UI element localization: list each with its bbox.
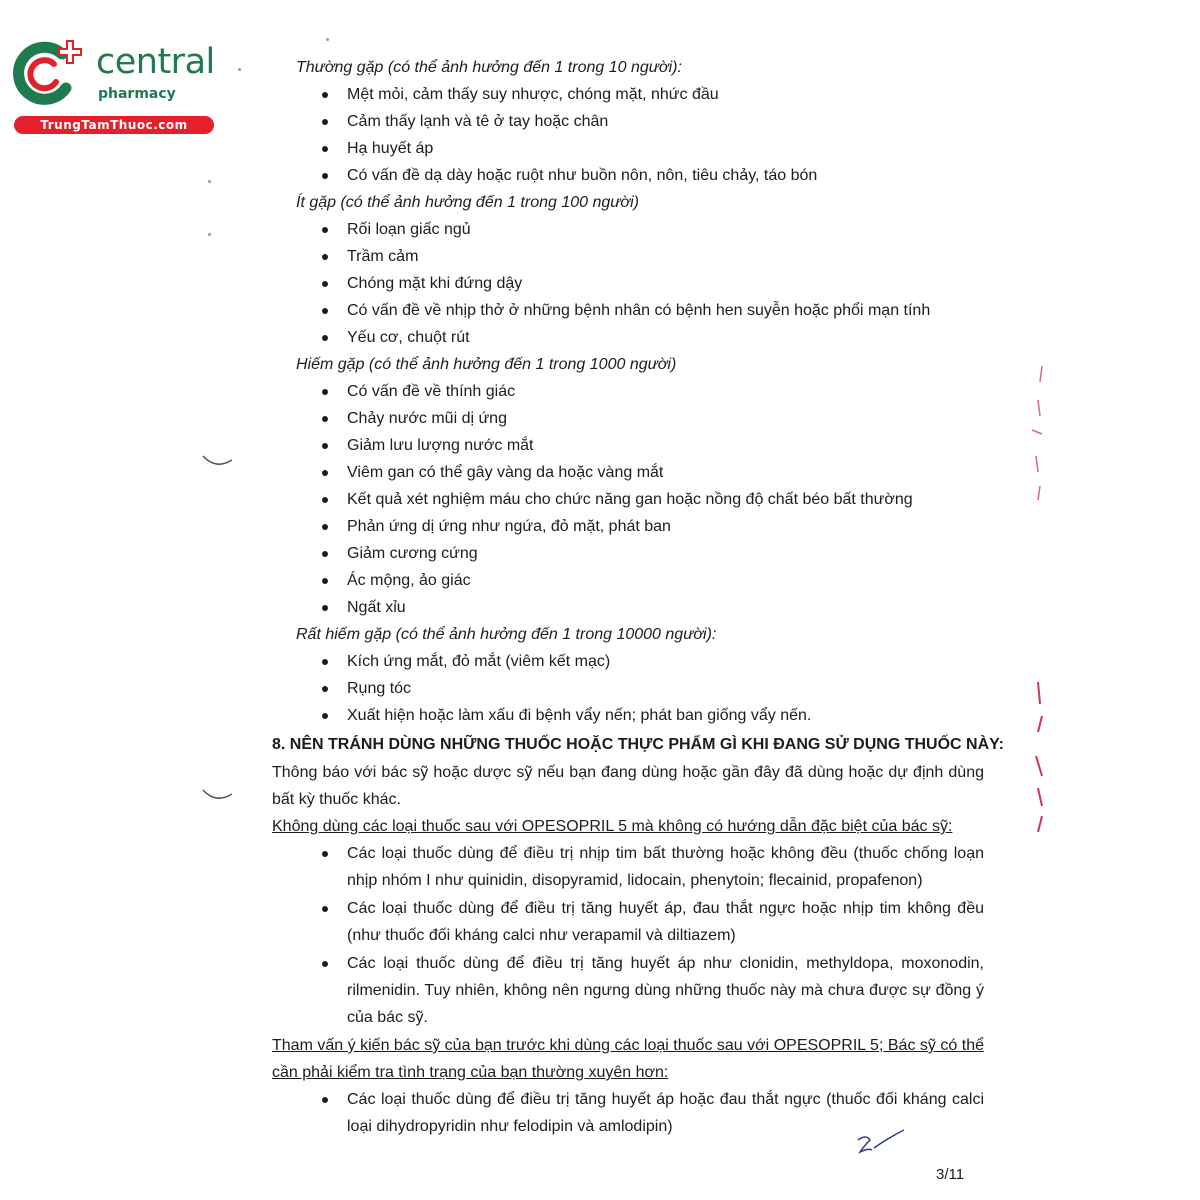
rare-effects-list — [272, 378, 984, 621]
list-item: Các loại thuốc dùng để điều trị tăng huyết áp, đau thắt ngực hoặc nhịp tim không đều (như thuốc đối kháng calci như verapamil và diltiazem) — [272, 895, 984, 949]
list-item: Hạ huyết áp — [272, 135, 984, 162]
red-stamp-edge-icon — [1018, 360, 1052, 510]
list-item: Giảm cương cứng — [272, 540, 984, 567]
section-common-title: Thường gặp (có thể ảnh hưởng đến 1 trong 10 người): — [296, 59, 682, 76]
central-pharmacy-logo-mark-icon — [10, 38, 94, 114]
list-item: Có vấn đề về nhịp thở ở những bệnh nhân có bệnh hen suyễn hoặc phổi mạn tính — [272, 297, 984, 324]
scan-dot — [238, 68, 241, 71]
uncommon-effects-list — [272, 216, 984, 351]
list-item: Các loại thuốc dùng để điều trị nhịp tim bất thường hoặc không đều (thuốc chống loạn nhịp nhóm I như quinidin, disopyramid, lidocain, phenytoin; flecainid, propafenon) — [272, 840, 984, 894]
list-item: Xuất hiện hoặc làm xấu đi bệnh vẩy nến; phát ban giống vẩy nến. — [272, 702, 984, 729]
no-use-list — [272, 840, 984, 1031]
scan-dot — [208, 180, 211, 183]
document-body — [272, 54, 1004, 1141]
logo-brand-sub: pharmacy — [98, 86, 176, 102]
list-item: Có vấn đề về thính giác — [272, 378, 984, 405]
punch-hole-mark-icon — [200, 786, 236, 806]
list-item: Ác mộng, ảo giác — [272, 567, 984, 594]
section-8-heading: 8. NÊN TRÁNH DÙNG NHỮNG THUỐC HOẶC THỰC PHẨM GÌ KHI ĐANG SỬ DỤNG THUỐC NÀY: — [272, 736, 1004, 753]
list-item: Rụng tóc — [272, 675, 984, 702]
logo-site-link[interactable]: TrungTamThuoc.com — [14, 116, 214, 134]
list-item: Chảy nước mũi dị ứng — [272, 405, 984, 432]
section-very-rare-title: Rất hiếm gặp (có thể ảnh hưởng đến 1 trong 10000 người): — [296, 626, 717, 643]
list-item: Mệt mỏi, cảm thấy suy nhược, chóng mặt, nhức đầu — [272, 81, 984, 108]
section-uncommon-title: Ít gặp (có thể ảnh hưởng đến 1 trong 100 người) — [296, 194, 639, 211]
list-item: Các loại thuốc dùng để điều trị tăng huyết áp như clonidin, methyldopa, moxonodin, rilmenidin. Tuy nhiên, không nên ngưng dùng những thuốc này mà chưa được sự đồng ý của bác sỹ. — [272, 950, 984, 1031]
common-effects-list — [272, 81, 984, 189]
very-rare-effects-list — [272, 648, 984, 729]
section-rare-title: Hiếm gặp (có thể ảnh hưởng đến 1 trong 1000 người) — [296, 356, 677, 373]
list-item: Các loại thuốc dùng để điều trị tăng huyết áp hoặc đau thắt ngực (thuốc đối kháng calci loại dihydropyridin như felodipin và amlodipin) — [272, 1086, 984, 1140]
list-item: Viêm gan có thể gây vàng da hoặc vàng mắt — [272, 459, 984, 486]
no-use-title: Không dùng các loại thuốc sau với OPESOPRIL 5 mà không có hướng dẫn đặc biệt của bác sỹ: — [272, 818, 953, 835]
list-item: Ngất xỉu — [272, 594, 984, 621]
consult-title: Tham vấn ý kiến bác sỹ của bạn trước khi dùng các loại thuốc sau với OPESOPRIL 5; Bác sỹ có thể cần phải kiểm tra tình trạng của bạn thường xuyên hơn: — [272, 1037, 984, 1081]
list-item: Giảm lưu lượng nước mắt — [272, 432, 984, 459]
list-item: Phản ứng dị ứng như ngứa, đỏ mặt, phát ban — [272, 513, 984, 540]
list-item: Kích ứng mắt, đỏ mắt (viêm kết mạc) — [272, 648, 984, 675]
section-8-intro: Thông báo với bác sỹ hoặc dược sỹ nếu bạn đang dùng hoặc gần đây đã dùng hoặc dự định dùng bất kỳ thuốc khác. — [272, 764, 984, 808]
list-item: Chóng mặt khi đứng dậy — [272, 270, 984, 297]
list-item: Cảm thấy lạnh và tê ở tay hoặc chân — [272, 108, 984, 135]
page-number: 3/11 — [936, 1166, 965, 1183]
list-item: Rối loạn giấc ngủ — [272, 216, 984, 243]
central-pharmacy-logo — [10, 38, 215, 136]
list-item: Yếu cơ, chuột rút — [272, 324, 984, 351]
punch-hole-mark-icon — [200, 452, 236, 472]
list-item: Có vấn đề dạ dày hoặc ruột như buồn nôn, nôn, tiêu chảy, táo bón — [272, 162, 984, 189]
scan-dot — [208, 233, 211, 236]
list-item: Kết quả xét nghiệm máu cho chức năng gan hoặc nồng độ chất béo bất thường — [272, 486, 984, 513]
list-item: Trầm cảm — [272, 243, 984, 270]
red-stamp-edge-icon — [1018, 676, 1052, 836]
scan-dot — [326, 38, 329, 41]
logo-brand-name: central — [96, 42, 215, 82]
consult-list — [272, 1086, 984, 1140]
